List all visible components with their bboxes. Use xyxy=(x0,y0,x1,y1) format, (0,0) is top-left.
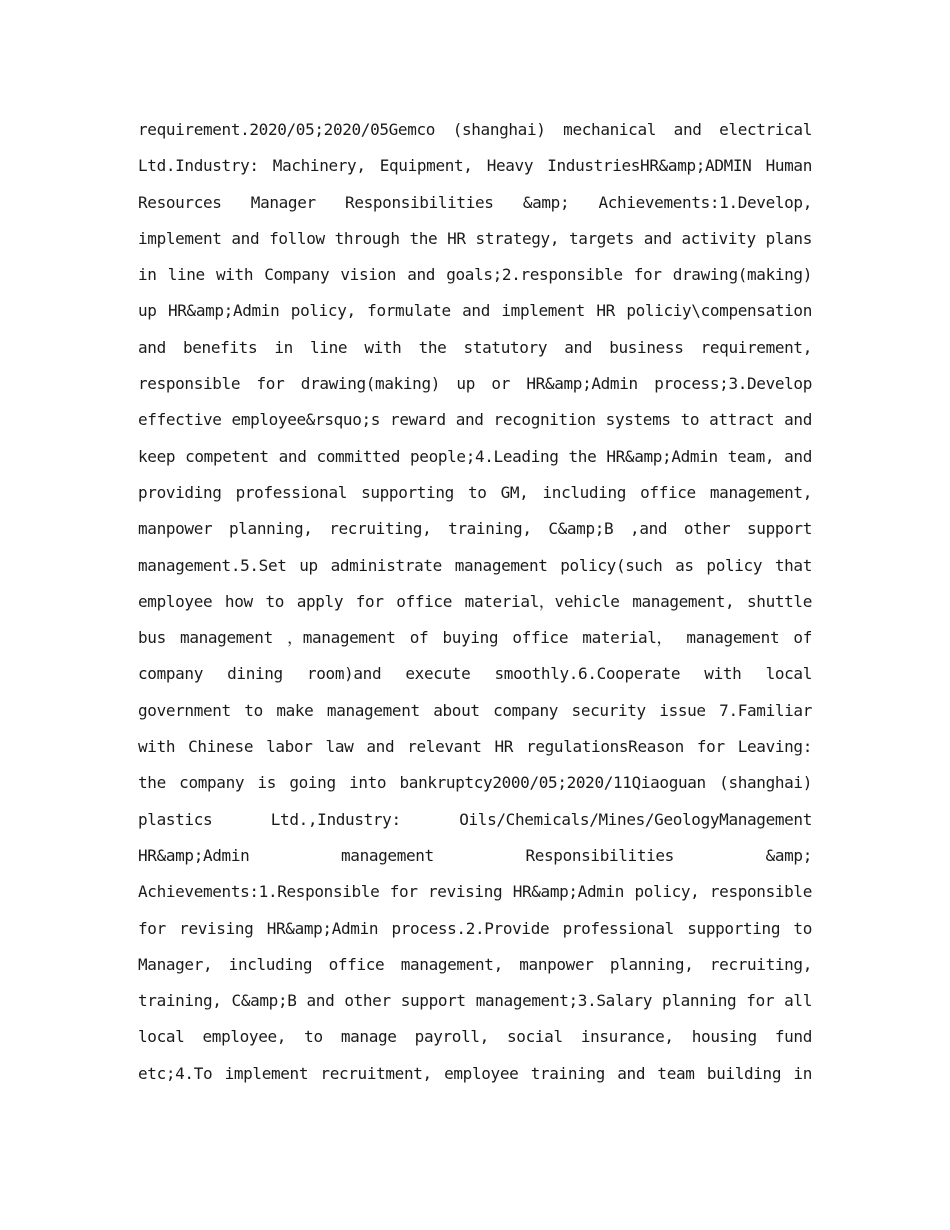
text-line: manpower planning, recruiting, training, C&amp;B ,and other support xyxy=(138,519,812,539)
text-line: plastics Ltd.,Industry: Oils/Chemicals/Mines/GeologyManagement xyxy=(138,809,812,829)
text-line: for revising HR&amp;Admin process.2.Provide professional supporting to xyxy=(138,918,812,938)
text-line: etc;4.To implement recruitment, employee training and team building in xyxy=(138,1063,812,1083)
text-line: Achievements:1.Responsible for revising HR&amp;Admin policy, responsible xyxy=(138,882,812,902)
text-line: implement and follow through the HR strategy, targets and activity plans xyxy=(138,228,812,248)
text-line: keep competent and committed people;4.Leading the HR&amp;Admin team, and xyxy=(138,446,812,466)
text-line: Manager, including office management, manpower planning, recruiting, xyxy=(138,954,812,974)
text-line: requirement.2020/05;2020/05Gemco (shanghai) mechanical and electrical xyxy=(138,120,812,139)
text-line: up HR&amp;Admin policy, formulate and implement HR policiy\compensation xyxy=(138,301,812,321)
text-line: the company is going into bankruptcy2000/05;2020/11Qiaoguan (shanghai) xyxy=(138,773,812,793)
text-line: training, C&amp;B and other support management;3.Salary planning for all xyxy=(138,991,812,1011)
document-body xyxy=(138,112,812,1092)
text-line: responsible for drawing(making) up or HR&amp;Admin process;3.Develop xyxy=(138,374,812,394)
text-line: local employee, to manage payroll, social insurance, housing fund xyxy=(138,1027,812,1047)
text-line: company dining room)and execute smoothly.6.Cooperate with local xyxy=(138,664,812,684)
text-line: in line with Company vision and goals;2.responsible for drawing(making) xyxy=(138,265,812,285)
text-line: employee how to apply for office material，vehicle management, shuttle xyxy=(138,591,812,611)
text-line: management.5.Set up administrate management policy(such as policy that xyxy=(138,555,812,575)
text-line: providing professional supporting to GM, including office management, xyxy=(138,482,812,502)
text-line: bus management ，management of buying office material， management of xyxy=(138,628,812,648)
text-line: effective employee&rsquo;s reward and recognition systems to attract and xyxy=(138,410,812,430)
text-line: with Chinese labor law and relevant HR regulationsReason for Leaving: xyxy=(138,737,812,757)
text-line: government to make management about company security issue 7.Familiar xyxy=(138,700,812,720)
text-line: Ltd.Industry: Machinery, Equipment, Heavy IndustriesHR&amp;ADMIN Human xyxy=(138,156,812,176)
text-line: and benefits in line with the statutory and business requirement, xyxy=(138,337,812,357)
text-line: Resources Manager Responsibilities &amp; Achievements:1.Develop, xyxy=(138,192,812,212)
text-line: HR&amp;Admin management Responsibilities &amp; xyxy=(138,845,812,865)
